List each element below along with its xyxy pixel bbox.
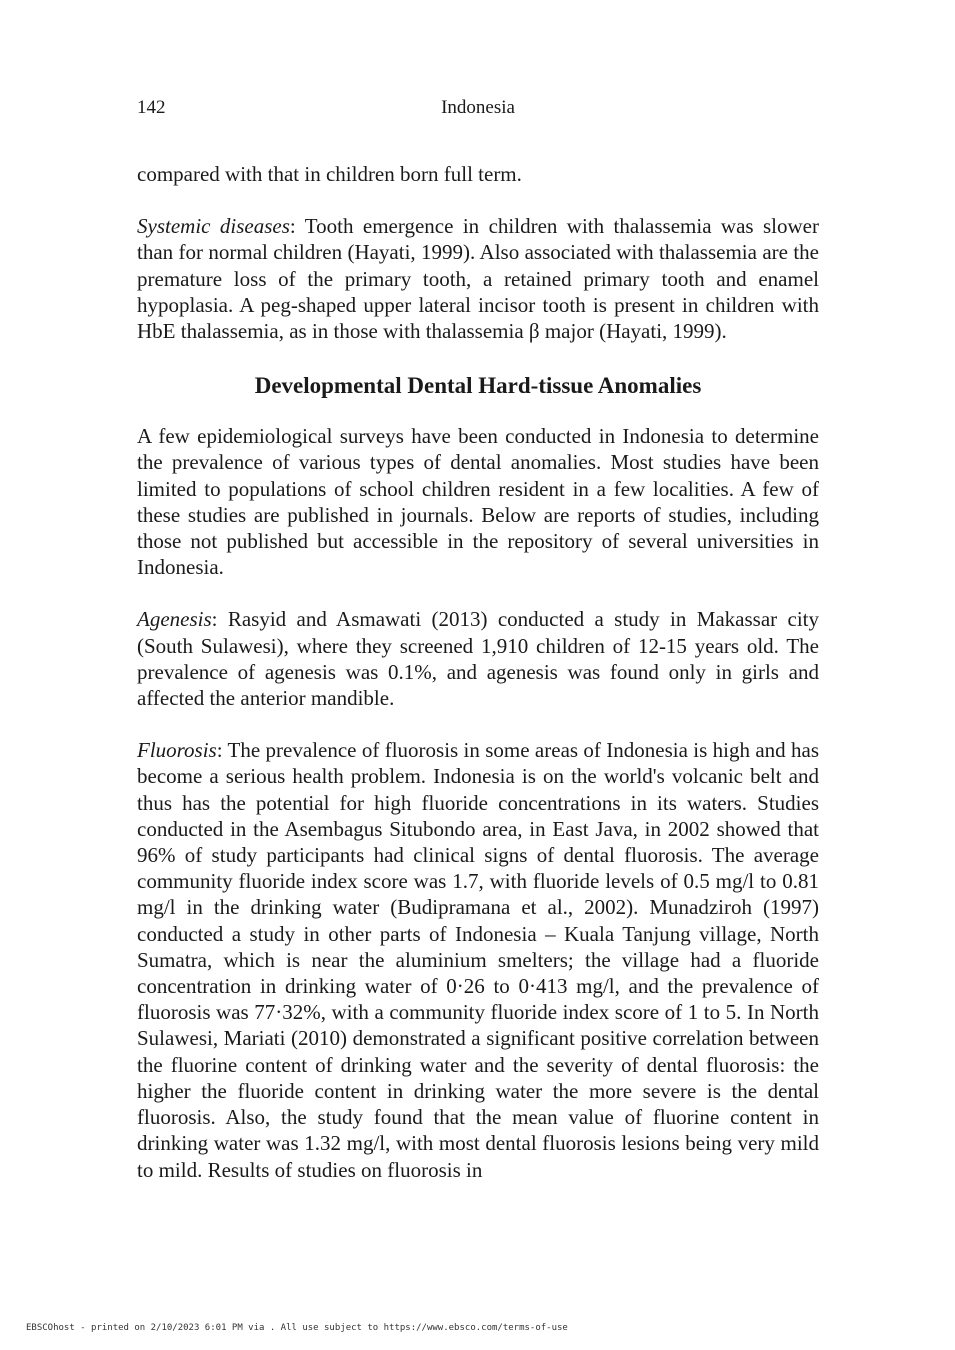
section-heading: Developmental Dental Hard-tissue Anomalies [254,373,702,399]
run-in-heading: Systemic diseases [137,214,290,239]
running-title: Indonesia [441,97,515,118]
agenesis-paragraph [137,606,819,711]
page-header [137,96,819,120]
paragraph-text: compared with that in children born full term. [137,162,522,186]
run-in-heading: Agenesis [137,607,212,632]
fluorosis-paragraph [137,737,819,1182]
run-in-heading: Fluorosis [137,738,217,763]
body-text [137,161,819,1183]
paragraph-text: : Rasyid and Asmawati (2013) conducted a study in Makassar city (South Sulawesi), where they screened 1,910 children of 12-15 years old. The prevalence of agenesis was 0.1%, and agenesis was found only in girls and affected the anterior mandible. [137,607,819,711]
paragraph-text: : Tooth emergence in children with thalassemia was slower than for normal children (Hayati, 1999). Also associated with thalassemia are the premature loss of the primary tooth, a retained primary tooth and enamel hypoplasia. A peg-shaped upper lateral incisor tooth is present in children with HbE thalassemia, as in those with thalassemia β major (Hayati, 1999). [137,214,819,344]
intro-paragraph [137,423,819,580]
continued-paragraph [137,161,819,187]
page-number: 142 [137,97,166,118]
systemic-diseases-paragraph [137,213,819,344]
paragraph-text: A few epidemiological surveys have been conducted in Indonesia to determine the prevalence of various types of dental anomalies. Most studies have been limited to populations of school children resident in a few localities. A few of these studies are published in journals. Below are reports of studies, including those not published but accessible in the repository of several universities in Indonesia. [137,424,819,580]
paragraph-text: : The prevalence of fluorosis in some areas of Indonesia is high and has become a serious health problem. Indonesia is on the world's volcanic belt and thus has the potential for high fluoride concentrations in its waters. Studies conducted in the Asembagus Situbondo area, in East Java, in 2002 showed that 96% of study participants had clinical signs of dental fluorosis. The average community fluoride index score was 1.7, with fluoride levels of 0.5 mg/l to 0.81 mg/l in the drinking water (Budipramana et al., 2002). Munadziroh (1997) conducted a study in other parts of Indonesia – Kuala Tanjung village, North Sumatra, which is near the aluminium smelters; the village had a fluoride concentration in drinking water of 0·26 to 0·413 mg/l, and the prevalence of fluorosis was 77·32%, with a community fluoride index score of 1 to 5. In North Sulawesi, Mariati (2010) demonstrated a significant positive correlation between the fluorine content of drinking water and the severity of dental fluorosis: the higher the fluoride content in drinking water the more severe is the dental fluorosis. Also, the study found that the mean value of fluorine content in drinking water was 1.32 mg/l, with most dental fluorosis lesions being very mild to mild. Results of studies on fluorosis in [137,738,819,1182]
footer-note: EBSCOhost - printed on 2/10/2023 6:01 PM via . All use subject to https://www.ebsco.com/terms-of-use [26,1323,568,1333]
